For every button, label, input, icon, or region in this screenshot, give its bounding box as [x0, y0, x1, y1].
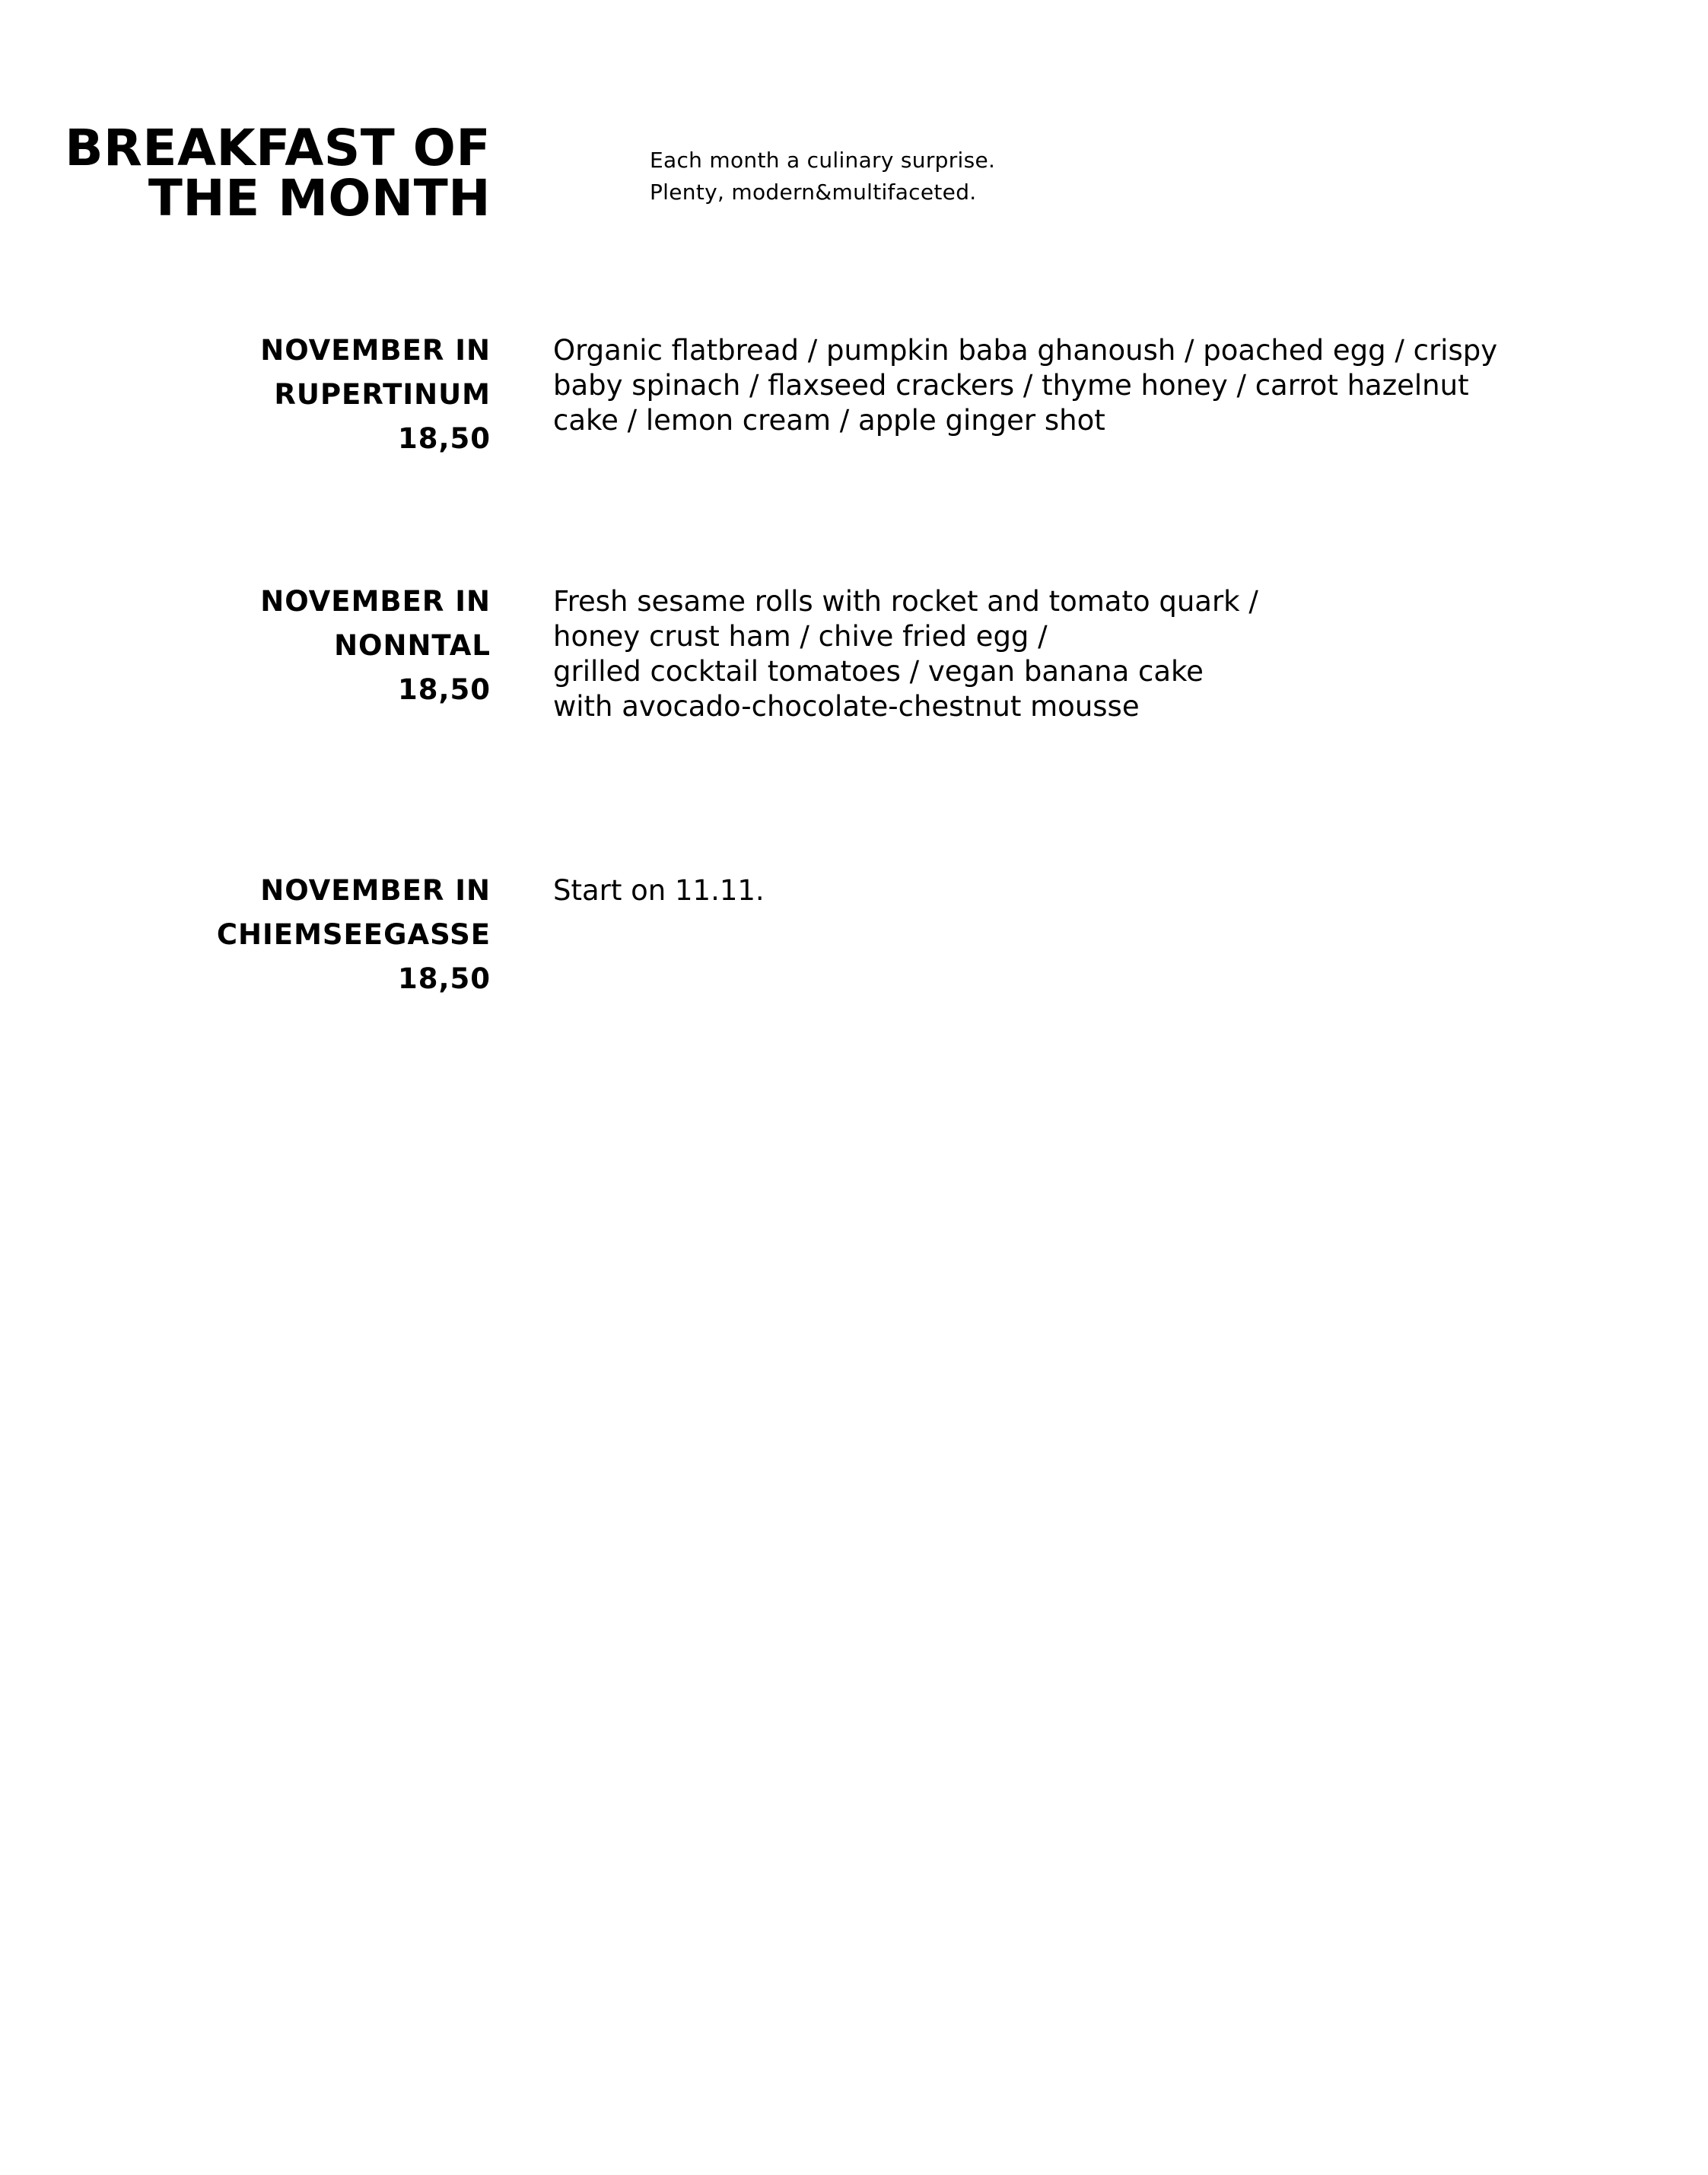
description-line: Fresh sesame rolls with rocket and tomato quark / [553, 585, 1258, 618]
entry-location: CHIEMSEEGASSE [216, 918, 491, 951]
intro-text [650, 145, 995, 208]
entry-label [260, 329, 491, 461]
description-line: Organic flatbread / pumpkin baba ghanoush / poached egg / crispy [553, 334, 1498, 367]
entry-location: RUPERTINUM [274, 378, 491, 411]
description-line: with avocado-chocolate-chestnut mousse [553, 690, 1140, 723]
entry-label-line-1: NOVEMBER IN [260, 334, 491, 367]
intro-line-1: Each month a culinary surprise. [650, 148, 996, 173]
entry-price: 18,50 [397, 673, 491, 706]
entry-label-line-1: NOVEMBER IN [260, 874, 491, 907]
entry-label [217, 869, 491, 1001]
page-title [65, 119, 491, 227]
intro-line-2: Plenty, modern&multifaceted. [650, 180, 977, 205]
entry-label-line-1: NOVEMBER IN [260, 585, 491, 618]
description-line: grilled cocktail tomatoes / vegan banana cake [553, 655, 1204, 688]
entry-label [260, 580, 491, 712]
description-line: baby spinach / flaxseed crackers / thyme honey / carrot hazelnut [553, 369, 1469, 402]
entry-description [553, 333, 1497, 438]
entry-description [553, 873, 765, 908]
description-line: Start on 11.11. [553, 874, 765, 907]
entry-price: 18,50 [397, 422, 491, 455]
entry-location: NONNTAL [334, 629, 491, 662]
entry-description [553, 584, 1258, 724]
entry-price: 18,50 [397, 962, 491, 995]
page-title-line-1: BREAKFAST OF [65, 119, 491, 177]
description-line: cake / lemon cream / apple ginger shot [553, 404, 1105, 437]
description-line: honey crust ham / chive fried egg / [553, 620, 1048, 653]
page-title-line-2: THE MONTH [148, 169, 491, 227]
